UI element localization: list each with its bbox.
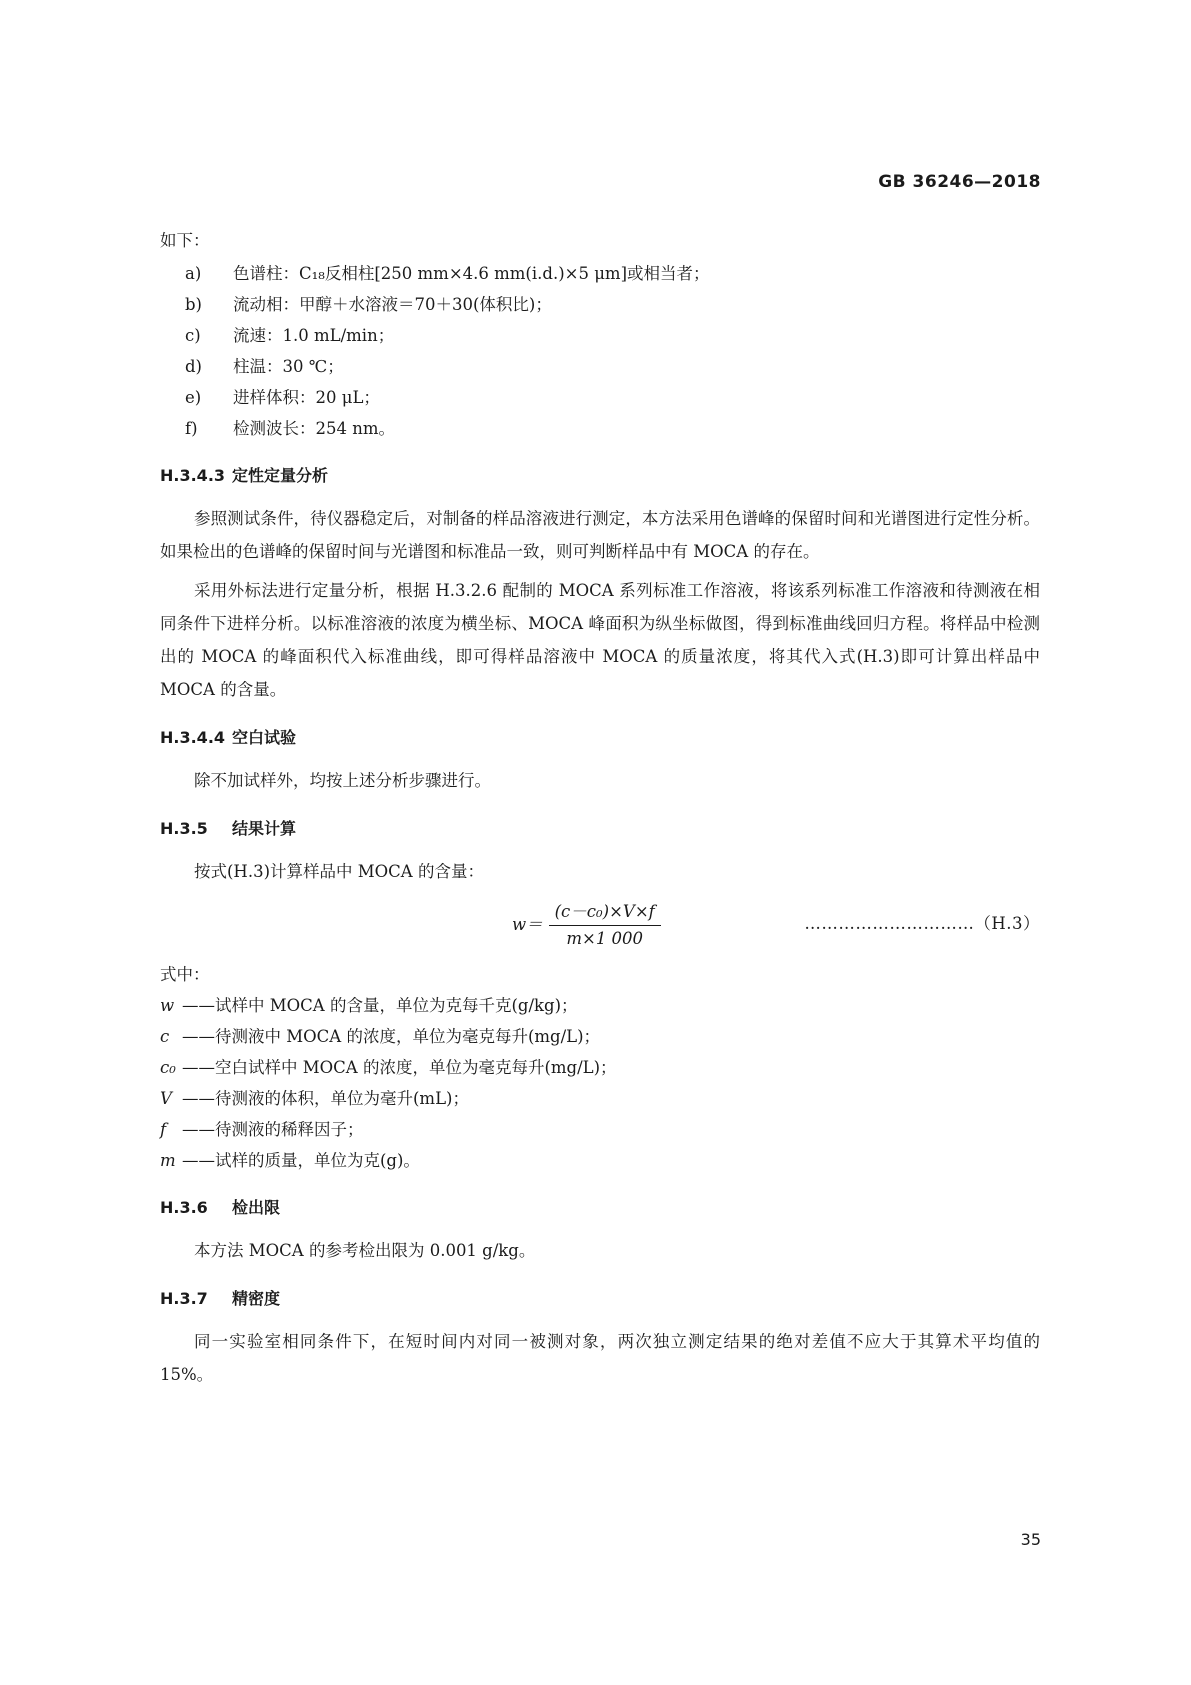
paragraph: 同一实验室相同条件下，在短时间内对同一被测对象，两次独立测定结果的绝对差值不应大于其算术平均值的 15%。 (160, 1332, 1040, 1384)
section-heading-h36 (160, 1194, 1040, 1222)
list-marker: a) (185, 264, 202, 283)
paragraph: 采用外标法进行定量分析，根据 H.3.2.6 配制的 MOCA 系列标准工作溶液，将该系列标准工作溶液和待测液在相同条件下进样分析。以标准溶液的浓度为横坐标、MOCA 峰面积为纵坐标做图，得到标准曲线回归方程。将样品中检测出的 MOCA 的峰面积代入标准曲线，即可得样品溶液中 MOCA 的质量浓度，将其代入式(H.3)即可计算出样品中 MOCA 的含量。 (160, 581, 1040, 699)
list-item (160, 320, 1040, 351)
list-marker: b) (185, 295, 202, 314)
page-number: 35 (1020, 1530, 1041, 1549)
paragraph: 本方法 MOCA 的参考检出限为 0.001 g/kg。 (194, 1241, 536, 1260)
section-title: 空白试验 (232, 728, 297, 747)
symbol-description: ——空白试样中 MOCA 的浓度，单位为毫克每升(mg/L)； (182, 1058, 617, 1077)
formula-fraction (549, 898, 661, 948)
symbol-description: ——待测液的稀释因子； (182, 1120, 364, 1139)
list-item (160, 258, 1040, 289)
symbol-definition (160, 1114, 1040, 1145)
paragraph: 除不加试样外，均按上述分析步骤进行。 (194, 771, 491, 790)
section-number: H.3.6 (160, 1198, 208, 1217)
condition-list (160, 258, 1040, 444)
list-item (160, 351, 1040, 382)
symbol-definition (160, 990, 1040, 1021)
symbol: c (160, 1027, 170, 1046)
list-item-text: 色谱柱：C₁₈反相柱[250 mm×4.6 mm(i.d.)×5 μm]或相当者； (233, 264, 710, 283)
section-heading-h37 (160, 1285, 1040, 1313)
list-item (160, 382, 1040, 413)
symbol-list (160, 990, 1040, 1176)
list-item-text: 流动相：甲醇＋水溶液＝70＋30(体积比)； (233, 295, 552, 314)
symbol: w (160, 996, 175, 1015)
paragraph: 参照测试条件，待仪器稳定后，对制备的样品溶液进行测定，本方法采用色谱峰的保留时间和光谱图进行定性分析。如果检出的色谱峰的保留时间与光谱图和标准品一致，则可判断样品中有 MOCA 的存在。 (160, 509, 1040, 561)
list-item-text: 柱温：30 ℃； (233, 357, 344, 376)
section-number: H.3.4.3 (160, 466, 226, 485)
section-number: H.3.5 (160, 819, 208, 838)
intro-text: 如下： (160, 231, 210, 250)
list-item-text: 进样体积：20 μL； (233, 388, 380, 407)
document-body (160, 226, 1040, 1397)
document-code: GB 36246—2018 (878, 172, 1041, 192)
symbol-description: ——待测液的体积，单位为毫升(mL)； (182, 1089, 469, 1108)
formula-block (160, 894, 1040, 956)
list-marker: f) (185, 419, 198, 438)
formula (512, 898, 661, 948)
section-heading-h344 (160, 724, 1040, 752)
symbol: f (160, 1120, 167, 1139)
list-item (160, 413, 1040, 444)
formula-reference: …………………………（H.3） (804, 914, 1040, 933)
formula-numerator: (c－c₀)×V×f (549, 898, 661, 926)
formula-denominator: m×1 000 (566, 929, 644, 948)
section-title: 检出限 (232, 1198, 281, 1217)
symbol-definition (160, 1052, 1040, 1083)
list-item-text: 流速：1.0 mL/min； (233, 326, 395, 345)
section-heading-h35 (160, 815, 1040, 843)
list-marker: d) (185, 357, 202, 376)
where-label: 式中： (160, 965, 210, 984)
list-marker: c) (185, 326, 201, 345)
symbol-definition (160, 1145, 1040, 1176)
symbol: V (160, 1089, 172, 1108)
section-number: H.3.4.4 (160, 728, 226, 747)
section-title: 精密度 (232, 1289, 281, 1308)
symbol-description: ——待测液中 MOCA 的浓度，单位为毫克每升(mg/L)； (182, 1027, 601, 1046)
list-marker: e) (185, 388, 202, 407)
section-title: 定性定量分析 (232, 466, 329, 485)
paragraph: 按式(H.3)计算样品中 MOCA 的含量： (194, 862, 484, 881)
symbol: c₀ (160, 1058, 176, 1077)
list-item (160, 289, 1040, 320)
formula-lhs: w＝ (512, 915, 543, 934)
section-title: 结果计算 (232, 819, 297, 838)
section-number: H.3.7 (160, 1289, 208, 1308)
symbol-definition (160, 1021, 1040, 1052)
list-item-text: 检测波长：254 nm。 (233, 419, 396, 438)
section-heading-h343 (160, 462, 1040, 490)
symbol-definition (160, 1083, 1040, 1114)
symbol: m (160, 1151, 176, 1170)
symbol-description: ——试样中 MOCA 的含量，单位为克每千克(g/kg)； (182, 996, 578, 1015)
symbol-description: ——试样的质量，单位为克(g)。 (182, 1151, 420, 1170)
